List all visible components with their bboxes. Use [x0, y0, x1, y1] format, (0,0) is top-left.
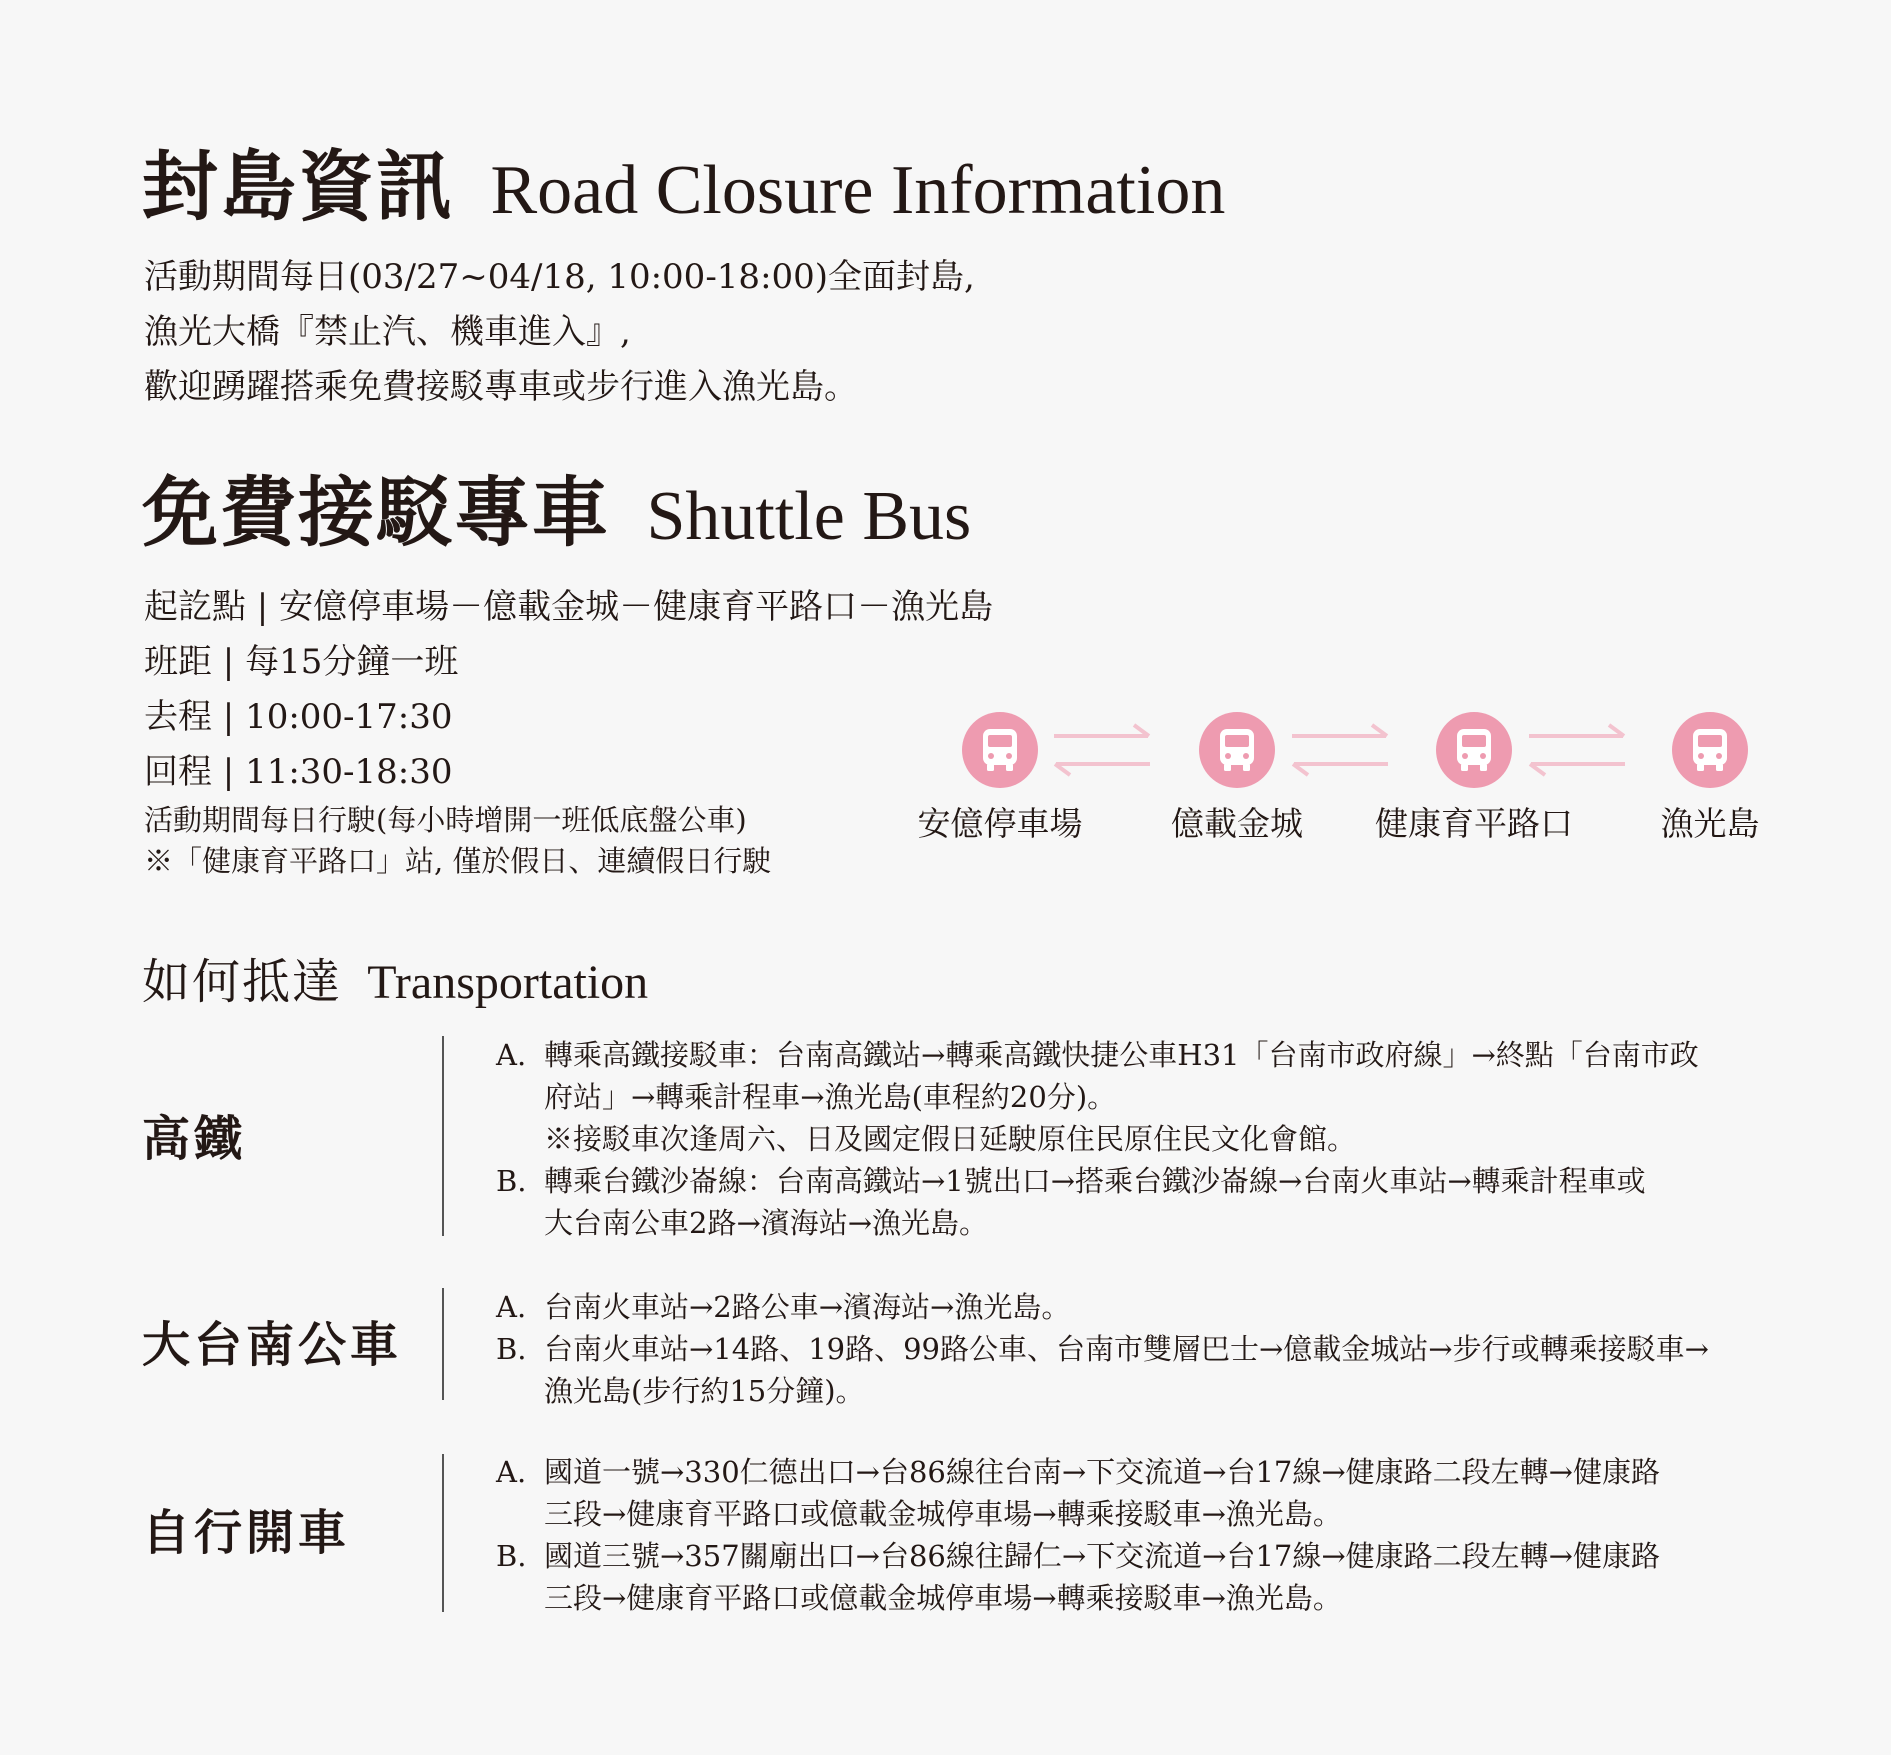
item-line: 國道一號→330仁德出口→台86線往台南→下交流道→台17線→健康路二段左轉→健康路	[544, 1455, 1660, 1489]
shuttle-note: ※「健康育平路口」站, 僅於假日、連續假日行駛	[144, 844, 772, 878]
item-letter: A.	[496, 1455, 527, 1489]
route-stop-name: 億載金城	[1171, 804, 1303, 843]
divider	[442, 1454, 444, 1612]
item-line: 漁光島(步行約15分鐘)。	[544, 1374, 865, 1408]
bus-icon	[1672, 712, 1748, 788]
mode-city-bus-label: 大台南公車	[142, 1317, 403, 1373]
list-item	[496, 1160, 1760, 1244]
bus-icon	[1436, 712, 1512, 788]
item-letter: B.	[496, 1539, 527, 1573]
shuttle-notes	[144, 800, 771, 882]
road-closure-title	[142, 142, 1225, 236]
shuttle-info	[144, 580, 993, 800]
list-item	[496, 1535, 1760, 1619]
shuttle-info-line: 班距 | 每15分鐘一班	[144, 642, 459, 682]
mode-driving-label: 自行開車	[142, 1505, 351, 1561]
shuttle-route-diagram	[880, 700, 1880, 860]
bus-icon	[962, 712, 1038, 788]
road-closure-text	[144, 250, 975, 415]
road-closure-title-en: Road Closure Information	[490, 152, 1226, 229]
item-line: 三段→健康育平路口或億載金城停車場→轉乘接駁車→漁光島。	[544, 1581, 1342, 1615]
item-line: 台南火車站→2路公車→濱海站→漁光島。	[544, 1290, 1071, 1324]
item-line: 國道三號→357關廟出口→台86線往歸仁→下交流道→台17線→健康路二段左轉→健康路	[544, 1539, 1660, 1573]
item-line: ※接駁車次逢周六、日及國定假日延駛原住民原住民文化會館。	[544, 1122, 1357, 1156]
divider	[442, 1036, 444, 1236]
route-stop	[1590, 712, 1830, 846]
transportation-title-en: Transportation	[367, 956, 649, 1009]
route-stop-name: 健康育平路口	[1375, 804, 1573, 843]
shuttle-info-line: 起訖點 | 安億停車場－億載金城－健康育平路口－漁光島	[144, 587, 994, 627]
list-item	[496, 1328, 1760, 1412]
mode-city-bus-items	[496, 1286, 1760, 1412]
list-item	[496, 1034, 1760, 1160]
list-item	[496, 1286, 1760, 1328]
item-line: 府站」→轉乘計程車→漁光島(車程約20分)。	[544, 1080, 1117, 1114]
shuttle-info-line: 回程 | 11:30-18:30	[144, 752, 453, 792]
item-line: 台南火車站→14路、19路、99路公車、台南市雙層巴士→億載金城站→步行或轉乘接駁車→	[544, 1332, 1709, 1366]
transportation-title-zh: 如何抵達	[142, 954, 343, 1010]
road-closure-line: 漁光大橋『禁止汽、機車進入』,	[144, 312, 631, 352]
route-stop-name: 漁光島	[1660, 804, 1760, 843]
road-closure-line: 活動期間每日(03/27~04/18, 10:00-18:00)全面封島,	[144, 257, 975, 297]
mode-hsr-items	[496, 1034, 1760, 1244]
bus-icon	[1199, 712, 1275, 788]
shuttle-title-en: Shuttle Bus	[646, 478, 972, 555]
item-line: 三段→健康育平路口或億載金城停車場→轉乘接駁車→漁光島。	[544, 1497, 1342, 1531]
list-item	[496, 1451, 1760, 1535]
item-line: 大台南公車2路→濱海站→漁光島。	[544, 1206, 989, 1240]
shuttle-info-line: 去程 | 10:00-17:30	[144, 697, 453, 737]
road-closure-title-zh: 封島資訊	[142, 142, 454, 231]
item-letter: A.	[496, 1290, 527, 1324]
shuttle-note: 活動期間每日行駛(每小時增開一班低底盤公車)	[144, 803, 747, 837]
transportation-title	[142, 952, 648, 1013]
road-closure-line: 歡迎踴躍搭乘免費接駁專車或步行進入漁光島。	[144, 367, 858, 407]
shuttle-title-zh: 免費接駁專車	[142, 468, 610, 557]
item-line: 轉乘台鐵沙崙線：台南高鐵站→1號出口→搭乘台鐵沙崙線→台南火車站→轉乘計程車或	[544, 1164, 1646, 1198]
item-letter: B.	[496, 1164, 527, 1198]
mode-driving-items	[496, 1451, 1760, 1619]
shuttle-title	[142, 468, 971, 562]
mode-hsr-label: 高鐵	[142, 1111, 247, 1167]
item-letter: B.	[496, 1332, 527, 1366]
route-stop-name: 安億停車場	[917, 804, 1083, 843]
item-letter: A.	[496, 1038, 527, 1072]
item-line: 轉乘高鐵接駁車：台南高鐵站→轉乘高鐵快捷公車H31「台南市政府線」→終點「台南市政	[544, 1038, 1699, 1072]
divider	[442, 1288, 444, 1400]
